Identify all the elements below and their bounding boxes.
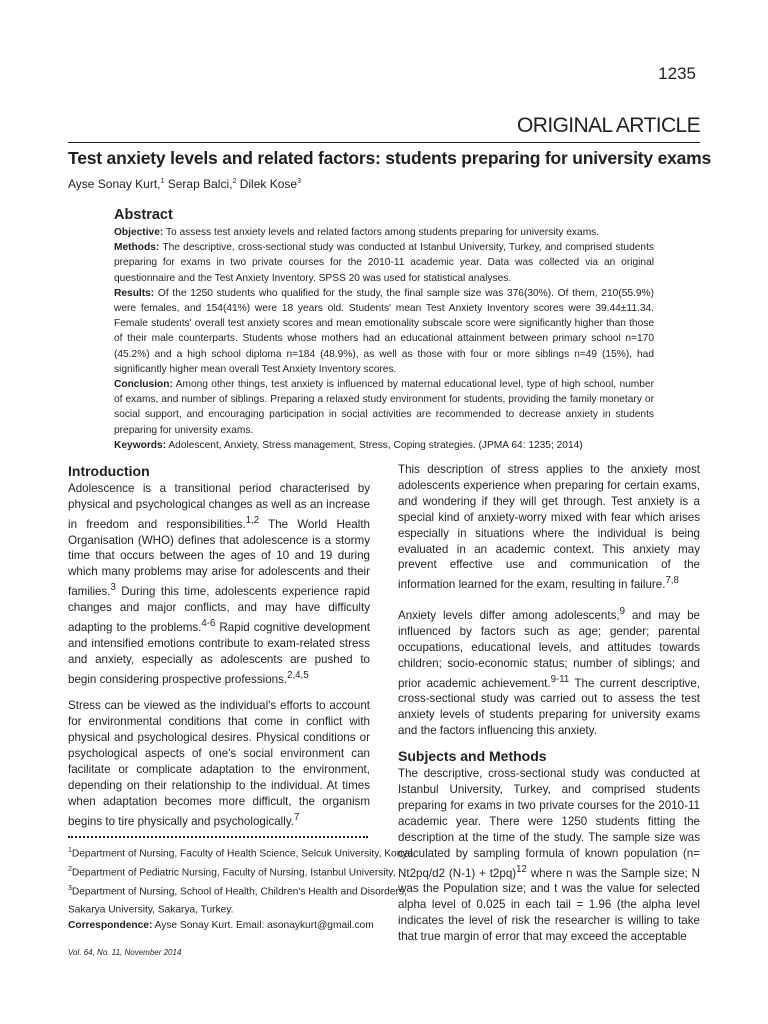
introduction-paragraph: [68, 698, 370, 829]
page-number: 1235: [658, 64, 696, 83]
methods-label: Methods:: [114, 242, 160, 254]
author-affiliation-marker: 1: [160, 178, 165, 185]
affiliation-text: Department of Nursing, School of Health, Children's Health and Disorders,: [71, 885, 407, 897]
correspondence-text: Ayse Sonay Kurt. Email: asonaykurt@gmail.com: [152, 920, 374, 932]
author-affiliation-marker: 3: [297, 178, 301, 185]
citation: 9-11: [550, 673, 570, 685]
body-text: Adolescence is a transitional period characterised by physical and psychological changes as well as an increase in freedom and responsibilities.: [68, 482, 370, 531]
body-text: where n was the Sample size; N was the Population size; and t was the value for selected alpha level of 0.025 in each tail = 1.96 (the alpha level indicates the level of risk the researcher is willing to take that true margin of error that may exceed the acceptable: [398, 866, 700, 943]
section-label: ORIGINAL ARTICLE: [517, 114, 700, 137]
abstract: [114, 206, 654, 453]
citation: 12: [516, 863, 527, 875]
citation: 4-6: [201, 617, 216, 629]
affiliation-line: [68, 881, 407, 900]
citation: 2,4,5: [287, 669, 309, 681]
body-text: The World Health Organisation (WHO) defines that adolescence is a stormy time that occurs between the ages of 10 and 19 during which many problems may arise for adolescents and their families.: [68, 517, 370, 599]
affiliation-line: [68, 843, 416, 862]
methods-text: The descriptive, cross-sectional study was conducted at Istanbul University, Turkey, and comprised students preparing for exams in two private courses for the 2010-11 academic year. Data was collected via an original questionnaire and the Test Anxiety Inventory. SPSS 20 was used for statistical analyses.: [114, 242, 654, 284]
citation: 1,2: [245, 514, 260, 526]
abstract-methods: [114, 240, 654, 286]
abstract-conclusion: [114, 377, 654, 438]
body-text: The descriptive, cross-sectional study was conducted at Istanbul University, Turkey, and comprised students preparing for exams in two private courses for the 2010-11 academic year. There were 1250 students fitting the description at the time of the study. The sample size was calculated by sampling formula of known population (n= Nt2pq/d2 (N-1) + t2pq): [398, 767, 700, 880]
abstract-objective: [114, 225, 654, 240]
author-affiliation-marker: 2: [232, 178, 237, 185]
affiliation-marker: 3: [68, 884, 72, 892]
body-text: Rapid cognitive development and intensified emotions contribute to exam-related stress and anxiety, especially as adolescents are pushed to begin considering prospective professions.: [68, 620, 370, 686]
objective-text: To assess test anxiety levels and related factors among students preparing for university exams.: [165, 227, 600, 238]
body-text: This description of stress applies to the anxiety most adolescents experience when preparing for certain exams, and wondering if they will get through. Test anxiety is a special kind of anxiety-worry mixed with fear which arises especially in situations where the individual is being evaluated in an academic context. This anxiety may prevent effective use and communication of the information learned for the exam, resulting in failure.: [398, 463, 700, 592]
citation: 7: [293, 811, 300, 823]
abstract-keywords: [114, 438, 654, 453]
abstract-results: [114, 286, 654, 377]
affiliation-divider: [68, 836, 368, 838]
introduction-paragraph: [68, 481, 370, 687]
conclusion-text: Among other things, test anxiety is influenced by maternal educational level, type of high school, number of exams, and number of siblings. Preparing a relaxed study environment for students, providing the family monetary or social support, and encouraging participation in social activities are recommended to decrease anxiety in students preparing for university exams.: [114, 379, 654, 436]
body-text: The current descriptive, cross-sectional study was carried out to assess the test anxiety levels of students preparing for university exams and the factors influencing this anxiety.: [398, 676, 701, 738]
affiliation-text: Department of Pediatric Nursing, Faculty of Nursing, Istanbul University,: [71, 867, 396, 879]
results-text: Of the 1250 students who qualified for the study, the final sample size was 376(30%). Of them, 210(55.9%) were females, and 154(41%) were 18 years old. Students' mean Test Anxiety Inventory scores were 39.44±11.34. Female students' overall test anxiety scores and mean emotionality subscale score were significantly higher than those of their male counterparts. Students whose mothers had an educational attainment between primary school n=170 (45.2%) and a high school diploma n=184 (48.9%), as well as those with four or more siblings n=49 (15%), had significantly higher mean overall Test Anxiety Inventory scores.: [114, 287, 654, 375]
affiliations: [68, 843, 416, 934]
affiliation-marker: 1: [68, 847, 72, 854]
results-label: Results:: [114, 287, 155, 299]
objective-label: Objective:: [114, 227, 164, 238]
affiliation-text: Sakarya University, Sakarya, Turkey.: [68, 904, 234, 916]
left-column: [68, 462, 370, 840]
keywords-text: Adolescent, Anxiety, Stress management, Stress, Coping strategies. (JPMA 64: 1235; 2014): [168, 439, 583, 451]
header-rule: [68, 142, 700, 143]
citation: 3: [110, 582, 116, 594]
article-title: Test anxiety levels and related factors: students preparing for university exams: [68, 148, 712, 168]
subjects-methods-heading: Subjects and Methods: [398, 748, 547, 765]
body-text: Stress can be viewed as the individual's efforts to account for environmental conditions that come in conflict with physical and psychological desires. Physical conditions or psychological aspects of one's social environment can facilitate or complicate adaptation to the environment, depending on their relationship to the individual. At times when adaptation becomes more difficult, the organism begins to tire physically and psychologically.: [68, 699, 370, 828]
citation: 7,8: [665, 575, 679, 587]
affiliation-line: [68, 862, 396, 881]
right-column: [398, 462, 700, 956]
body-text: Anxiety levels differ among adolescents,: [398, 608, 620, 622]
body-text: and may be influenced by factors such as age; gender; parental occupations, educational levels, and attitudes towards children; socio-economic status; number of siblings; and prior academic achievement.: [398, 608, 700, 690]
correspondence-line: [68, 918, 373, 933]
author-name: Dilek Kose: [239, 177, 298, 191]
author-list: [68, 177, 301, 191]
body-paragraph: [398, 766, 700, 945]
body-paragraph: [398, 604, 700, 739]
introduction-heading: Introduction: [68, 463, 150, 479]
author-name: Serap Balci,: [167, 177, 233, 191]
affiliation-line: [68, 899, 373, 918]
journal-issue-footer: Vol. 64, No. 11, November 2014: [68, 948, 182, 957]
affiliation-marker: 2: [68, 865, 72, 873]
body-text: During this time, adolescents experience rapid changes and major conflicts, and may have difficulty adapting to the problems.: [68, 585, 370, 634]
keywords-label: Keywords:: [114, 439, 167, 451]
abstract-heading: Abstract: [114, 207, 173, 223]
conclusion-label: Conclusion:: [114, 379, 173, 391]
author-name: Ayse Sonay Kurt,: [68, 177, 161, 191]
correspondence-label: Correspondence:: [68, 920, 153, 932]
body-paragraph: [398, 462, 700, 593]
affiliation-text: Department of Nursing, Faculty of Health Science, Selcuk University, Konya,: [71, 848, 416, 860]
citation: 9: [619, 606, 625, 618]
